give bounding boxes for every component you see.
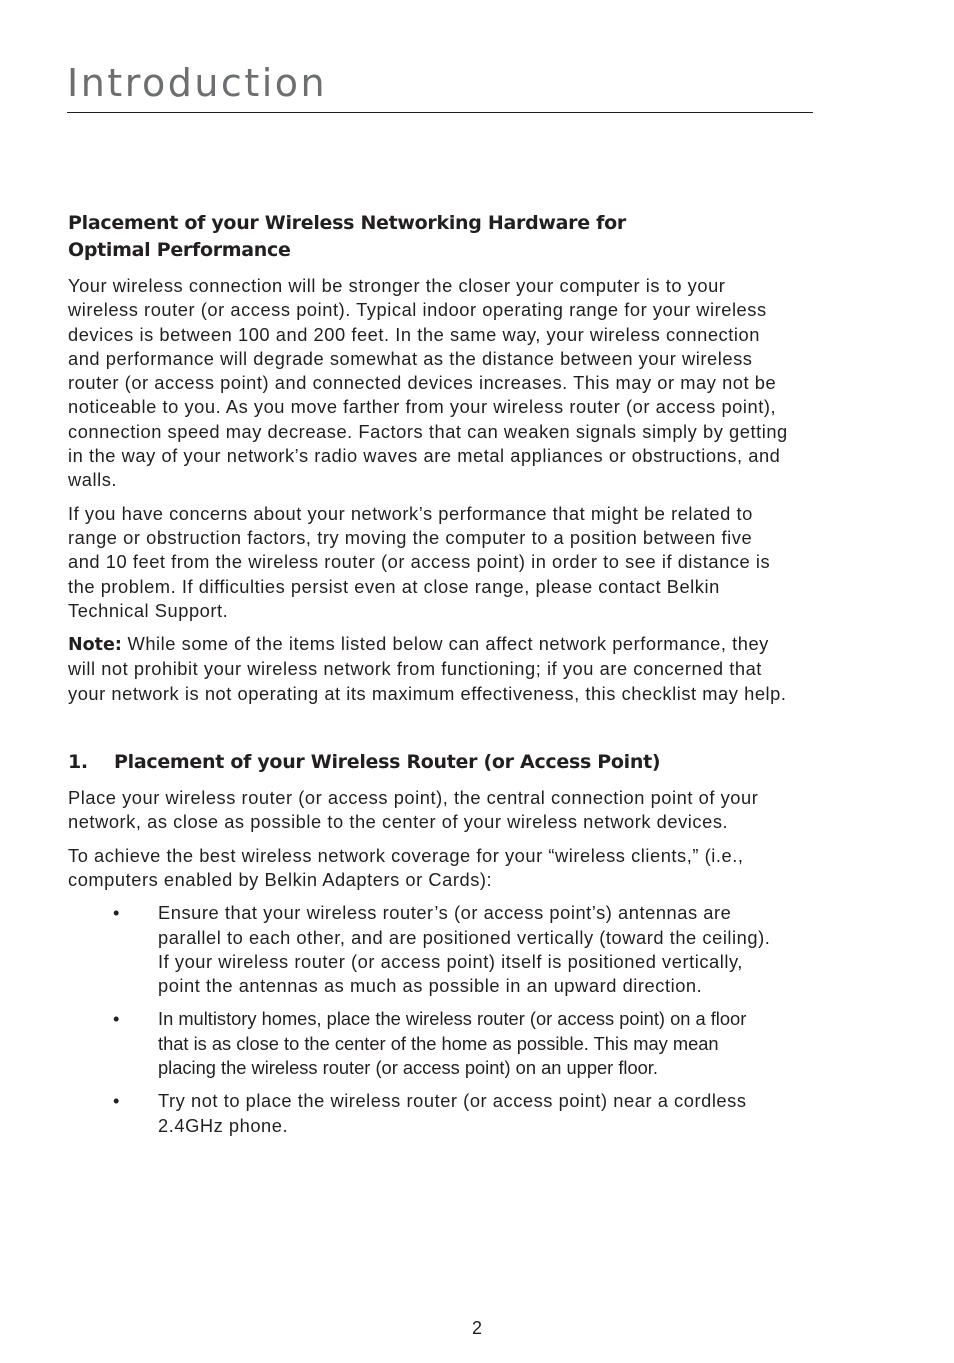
list-item: [68, 1089, 788, 1138]
list-item-text: In multistory homes, place the wireless router (or access point) on a floor that is as close to the center of the home as possible. This may mean placing the wireless router (or access point) on an upper floor.: [158, 1008, 747, 1079]
title-divider: [67, 112, 813, 113]
paragraph-concerns: If you have concerns about your network’s performance that might be related to range or obstruction factors, try moving the computer to a position between five and 10 feet from the wireless router (or access point) in order to see if distance is the problem. If difficulties persist even at close range, please contact Belkin Technical Support.: [68, 502, 771, 621]
paragraph-coverage: To achieve the best wireless network coverage for your “wireless clients,” (i.e., computers enabled by Belkin Adapters or Cards):: [68, 844, 744, 890]
section-heading-text: Placement of your Wireless Router (or Access Point): [114, 751, 661, 774]
bullet-icon: •: [113, 1090, 120, 1112]
section-heading-placement: [68, 210, 788, 264]
tips-list: [68, 901, 788, 1138]
section-heading-router-placement: [68, 749, 788, 776]
paragraph-central-placement: Place your wireless router (or access point), the central connection point of your network, as close as possible to the center of your wireless network devices.: [68, 787, 759, 833]
section-number: 1.: [68, 751, 88, 774]
page-number: 2: [471, 1318, 482, 1338]
list-item-text: Try not to place the wireless router (or access point) near a cordless 2.4GHz phone.: [158, 1090, 747, 1136]
section-spacer: [68, 715, 788, 749]
note-text: While some of the items listed below can affect network performance, they will not prohibit your wireless network from functioning; if you are concerned that your network is not operating at its maximum effectiveness, this checklist may help.: [68, 633, 787, 704]
list-item: [68, 901, 788, 998]
list-item: [68, 1007, 788, 1080]
bullet-icon: •: [113, 902, 120, 924]
section-heading-line-2: Optimal Performance: [68, 239, 291, 261]
bullet-icon: •: [113, 1008, 120, 1030]
section-heading-line-1: Placement of your Wireless Networking Hardware for: [68, 212, 626, 234]
list-item-text: Ensure that your wireless router’s (or access point’s) antennas are parallel to each other, and are positioned vertically (toward the ceiling). If your wireless router (or access point) itself is positioned vertically, point the antennas as much as possible in an upward direction.: [158, 902, 771, 997]
page-content: [68, 210, 788, 1147]
paragraph-range: Your wireless connection will be stronger the closer your computer is to your wireless router (or access point). Typical indoor operating range for your wireless devices is between 100 and 200 feet. In the same way, your wireless connection and performance will degrade somewhat as the distance between your wireless router (or access point) and connected devices increases. This may or may not be noticeable to you. As you move farther from your wireless router (or access point), connection speed may decrease. Factors that can weaken signals simply by getting in the way of your network’s radio waves are metal appliances or obstructions, and walls.: [68, 275, 788, 491]
note-label: Note:: [68, 635, 122, 656]
note-paragraph: [68, 632, 788, 706]
page-title: Introduction: [67, 61, 328, 105]
